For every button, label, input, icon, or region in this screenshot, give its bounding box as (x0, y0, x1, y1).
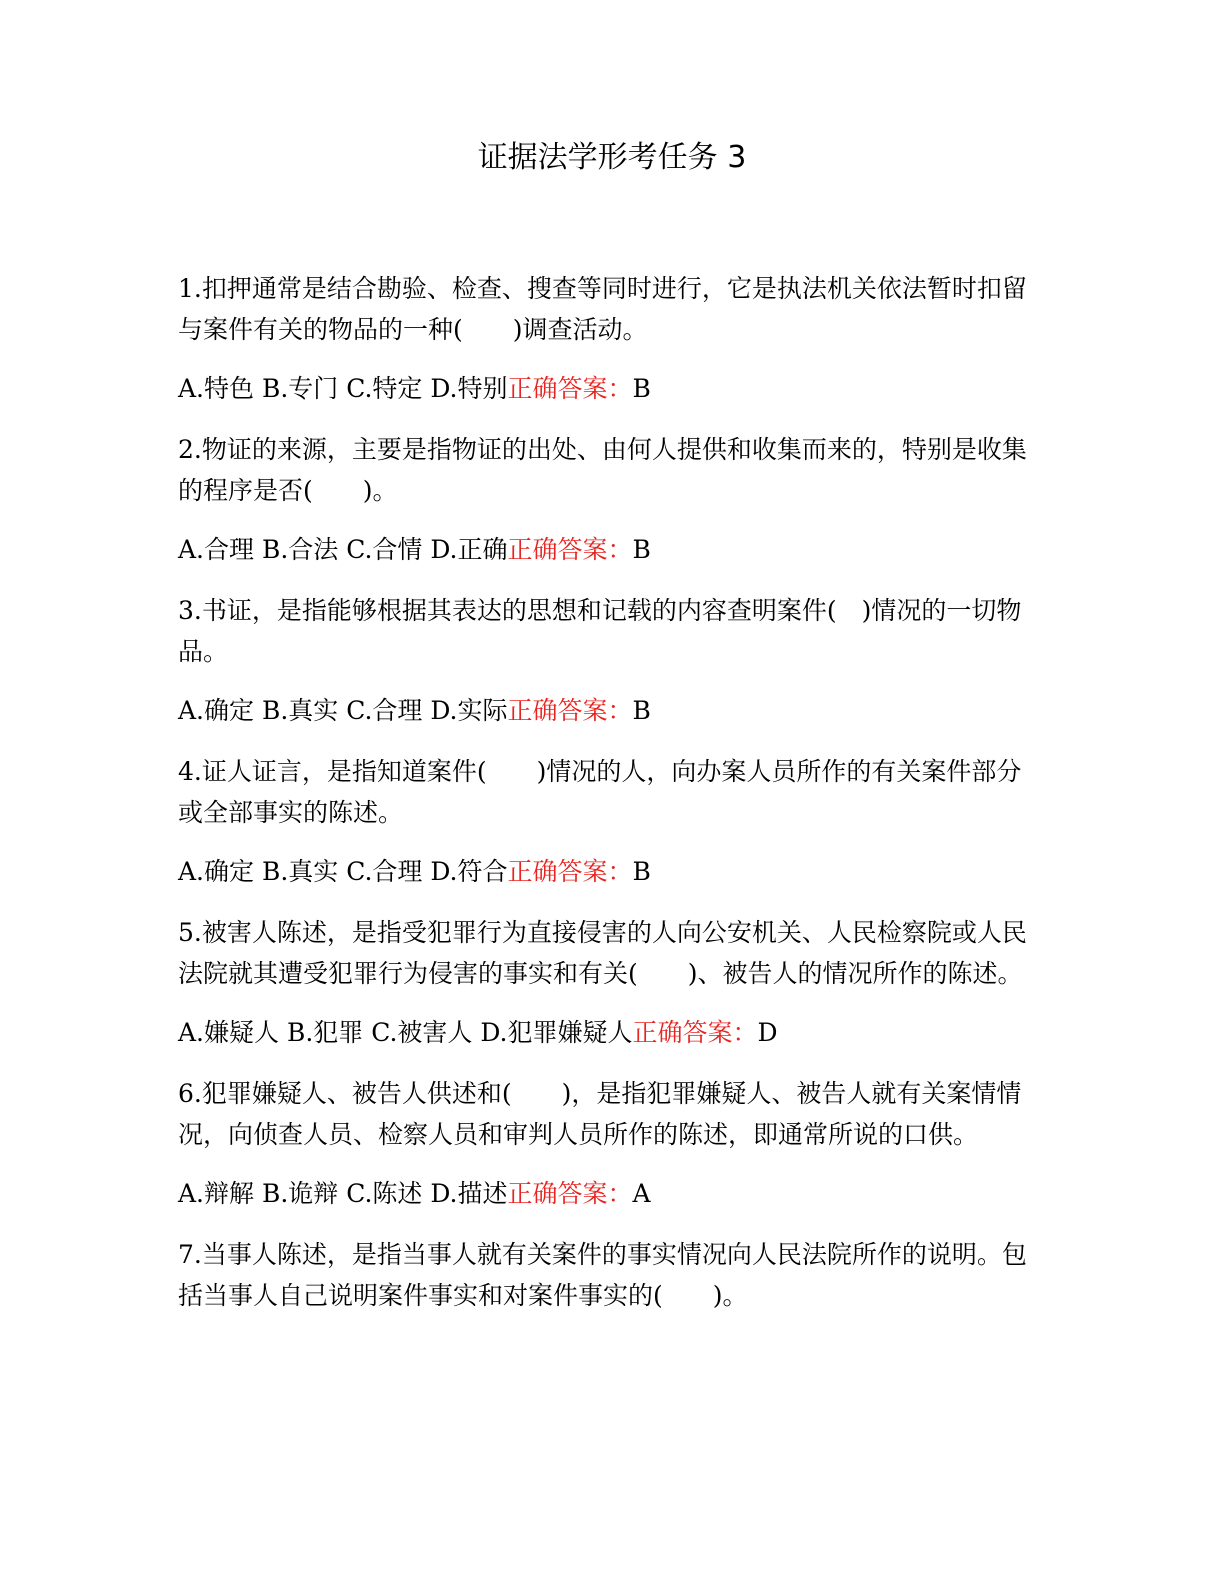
answer-label: 正确答案： (507, 535, 633, 564)
question-text: 5.被害人陈述，是指受犯罪行为直接侵害的人向公安机关、人民检察院或人民法院就其遭受犯罪行为侵害的事实和有关( )、被告人的情况所作的陈述。 (178, 918, 1027, 988)
question-item (178, 268, 1038, 409)
question-item (178, 1073, 1038, 1214)
answer-value: B (632, 374, 651, 403)
question-item (178, 429, 1038, 570)
answer-value: B (632, 696, 651, 725)
answer-label: 正确答案： (507, 1179, 633, 1208)
options-line (178, 690, 1038, 731)
options-line (178, 1173, 1038, 1214)
options-line (178, 1012, 1038, 1053)
page-title: 证据法学形考任务 3 (477, 140, 747, 175)
question-text: 3.书证，是指能够根据其表达的思想和记载的内容查明案件( )情况的一切物品。 (178, 596, 1022, 666)
question-text: 7.当事人陈述，是指当事人就有关案件的事实情况向人民法院所作的说明。包括当事人自己说明案件事实和对案件事实的( )。 (178, 1240, 1027, 1310)
question-item (178, 590, 1038, 731)
question-text: 4.证人证言，是指知道案件( )情况的人，向办案人员所作的有关案件部分或全部事实的陈述。 (178, 757, 1022, 827)
answer-label: 正确答案： (507, 374, 633, 403)
question-list (178, 268, 1038, 1316)
answer-value: B (632, 535, 651, 564)
answer-label: 正确答案： (507, 696, 633, 725)
question-item (178, 912, 1038, 1053)
answer-value: A (632, 1179, 651, 1208)
answer-value: D (757, 1018, 778, 1047)
answer-label: 正确答案： (632, 1018, 758, 1047)
options-text: A.确定 B.真实 C.合理 D.实际 (178, 696, 508, 725)
options-text: A.确定 B.真实 C.合理 D.符合 (178, 857, 508, 886)
question-item (178, 751, 1038, 892)
options-text: A.嫌疑人 B.犯罪 C.被害人 D.犯罪嫌疑人 (178, 1018, 633, 1047)
answer-label: 正确答案： (507, 857, 633, 886)
options-text: A.合理 B.合法 C.合情 D.正确 (178, 535, 508, 564)
options-line (178, 529, 1038, 570)
question-text: 6.犯罪嫌疑人、被告人供述和( )，是指犯罪嫌疑人、被告人就有关案情情况，向侦查人员、检察人员和审判人员所作的陈述，即通常所说的口供。 (178, 1079, 1022, 1149)
options-text: A.辩解 B.诡辩 C.陈述 D.描述 (178, 1179, 508, 1208)
answer-value: B (632, 857, 651, 886)
options-line (178, 851, 1038, 892)
options-line (178, 368, 1038, 409)
question-text: 1.扣押通常是结合勘验、检查、搜查等同时进行，它是执法机关依法暂时扣留与案件有关的物品的一种( )调查活动。 (178, 274, 1027, 344)
question-item (178, 1234, 1038, 1316)
question-text: 2.物证的来源，主要是指物证的出处、由何人提供和收集而来的，特别是收集的程序是否( )。 (178, 435, 1027, 505)
options-text: A.特色 B.专门 C.特定 D.特别 (178, 374, 508, 403)
